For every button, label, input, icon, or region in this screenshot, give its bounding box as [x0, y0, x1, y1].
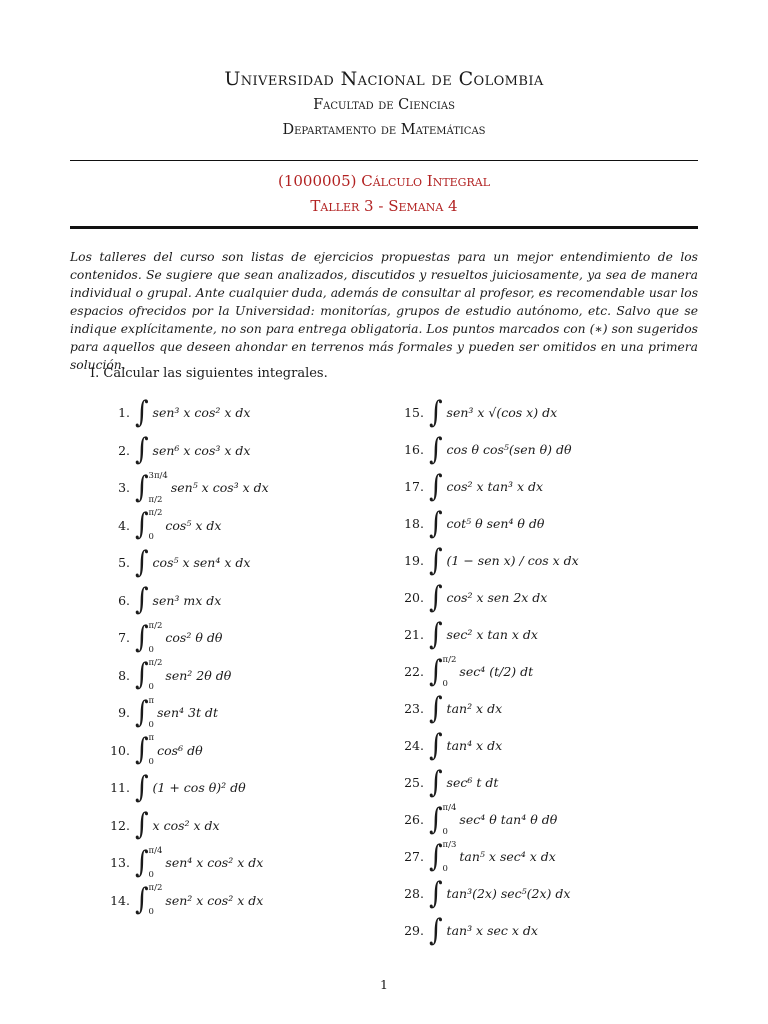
- exercise-number: 1.: [118, 405, 130, 421]
- exercise-number: 25.: [404, 775, 424, 790]
- integrand: sen⁵ x cos³ x dx: [170, 480, 269, 496]
- integrand: sen⁶ x cos³ x dx: [152, 442, 251, 458]
- university-name: Universidad Nacional de Colombia: [224, 68, 544, 90]
- integral-limits: [149, 621, 163, 655]
- integrand: sen⁴ 3t dt: [157, 705, 218, 721]
- exercise-item: [398, 468, 698, 505]
- intro-paragraph: Los talleres del curso son listas de ejercicios propuestas para un mejor entendimiento de los contenidos. Se sugiere que sean analizados, discutidos y resueltos juiciosamente, ya sea de manera individual o grupal. Ante cualquier duda, además de consultar al profesor, es recomendable usar los espacios ofrecidos por la Universidad: monitorías, grupos de estudio autónomo, etc. Salvo que se indique explícitamente, no son para entrega obligatoria. Los puntos marcados con (∗) son sugeridos para aquellos que deseen ahondar en terrenos más formales y pueden ser omitidos en una primera solución.: [70, 250, 698, 372]
- upper-limit: π/4: [148, 845, 163, 856]
- lower-limit: 0: [148, 907, 154, 918]
- exercise-number: 3.: [118, 480, 130, 496]
- integrand: sen² x cos² x dx: [165, 892, 264, 908]
- integral-sign-icon: ∫: [429, 876, 443, 911]
- integral-sign-icon: ∫: [135, 620, 149, 655]
- faculty-name: Facultad de Ciencias: [313, 97, 455, 113]
- exercise-number: 24.: [404, 738, 424, 753]
- exercise-item: [398, 912, 698, 949]
- integral-sign-icon: ∫: [429, 839, 443, 874]
- integral-sign-icon: ∫: [429, 432, 443, 467]
- exercise-item: [398, 394, 698, 431]
- integrand: (1 − sen x) / cos x dx: [446, 553, 579, 568]
- exercise-number: 18.: [404, 516, 424, 531]
- integrand: sen³ x √(cos x) dx: [446, 405, 558, 420]
- integral-sign-icon: ∫: [135, 770, 149, 805]
- exercise-number: 2.: [118, 442, 130, 458]
- exercise-number: 22.: [404, 664, 424, 679]
- lower-limit: 0: [148, 532, 154, 543]
- integrand: tan³ x sec x dx: [446, 923, 538, 938]
- integral-sign-icon: ∫: [135, 883, 149, 918]
- exercise-number: 11.: [110, 780, 130, 796]
- integral-sign-icon: ∫: [429, 395, 443, 430]
- integrand: tan⁵ x sec⁴ x dx: [459, 849, 556, 864]
- exercise-item: [398, 542, 698, 579]
- integrand: cos θ cos⁵(sen θ) dθ: [446, 442, 572, 457]
- integrand: sen³ x cos² x dx: [152, 405, 251, 421]
- integral-sign-icon: ∫: [135, 658, 149, 693]
- upper-limit: π/2: [148, 883, 163, 894]
- exercise-column-right: [398, 394, 698, 949]
- course-rule: [70, 226, 698, 229]
- exercise-item: [398, 431, 698, 468]
- exercise-number: 23.: [404, 701, 424, 716]
- section-heading: I. Calcular las siguientes integrales.: [90, 366, 328, 381]
- exercise-item: [398, 764, 698, 801]
- exercise-item: [104, 544, 394, 582]
- course-subtitle: Taller 3 - Semana 4: [310, 197, 458, 215]
- integral-sign-icon: ∫: [429, 765, 443, 800]
- exercise-item: [398, 653, 698, 690]
- exercise-item: [104, 769, 394, 807]
- exercise-number: 5.: [118, 555, 130, 571]
- integral-limits: [443, 655, 457, 689]
- exercise-item: [104, 507, 394, 545]
- integral-sign-icon: ∫: [135, 395, 149, 430]
- upper-limit: 3π/4: [148, 470, 168, 481]
- integral-sign-icon: ∫: [135, 545, 149, 580]
- exercise-number: 26.: [404, 812, 424, 827]
- exercise-item: [398, 579, 698, 616]
- integrand: sen⁴ x cos² x dx: [165, 855, 264, 871]
- lower-limit: 0: [442, 863, 448, 874]
- integrand: cos² x sen 2x dx: [446, 590, 548, 605]
- integral-sign-icon: ∫: [135, 508, 149, 543]
- upper-limit: π/2: [148, 508, 163, 519]
- integrand: tan² x dx: [446, 701, 503, 716]
- exercise-number: 20.: [404, 590, 424, 605]
- integral-sign-icon: ∫: [135, 845, 149, 880]
- upper-limit: π/2: [148, 620, 163, 631]
- exercise-item: [398, 690, 698, 727]
- integral-limits: [149, 696, 155, 730]
- exercise-number: 16.: [404, 442, 424, 457]
- integral-sign-icon: ∫: [429, 728, 443, 763]
- lower-limit: 0: [148, 682, 154, 693]
- integral-limits: [149, 471, 168, 505]
- integrand: sen³ mx dx: [152, 592, 222, 608]
- exercise-number: 19.: [404, 553, 424, 568]
- integral-sign-icon: ∫: [429, 543, 443, 578]
- exercise-number: 7.: [118, 630, 130, 646]
- integral-sign-icon: ∫: [429, 506, 443, 541]
- exercise-item: [104, 844, 394, 882]
- exercise-number: 28.: [404, 886, 424, 901]
- integral-sign-icon: ∫: [135, 470, 149, 505]
- integrand: sec⁴ θ tan⁴ θ dθ: [459, 812, 558, 827]
- exercise-number: 27.: [404, 849, 424, 864]
- integrand: cos⁵ x sen⁴ x dx: [152, 555, 251, 571]
- exercise-number: 15.: [404, 405, 424, 420]
- exercise-item: [104, 694, 394, 732]
- integral-sign-icon: ∫: [429, 617, 443, 652]
- integral-sign-icon: ∫: [135, 733, 149, 768]
- integral-sign-icon: ∫: [135, 808, 149, 843]
- exercise-number: 9.: [118, 705, 130, 721]
- integral-limits: [443, 803, 457, 837]
- exercise-item: [104, 732, 394, 770]
- department-name: Departamento de Matemáticas: [282, 122, 486, 138]
- exercise-number: 17.: [404, 479, 424, 494]
- integral-sign-icon: ∫: [429, 802, 443, 837]
- exercise-item: [104, 582, 394, 620]
- integrand: cos⁶ dθ: [157, 742, 203, 758]
- integral-sign-icon: ∫: [429, 691, 443, 726]
- upper-limit: π/4: [442, 802, 457, 813]
- lower-limit: 0: [148, 869, 154, 880]
- integrand: cos⁵ x dx: [165, 517, 222, 533]
- header-rule: [70, 160, 698, 161]
- upper-limit: π/2: [442, 654, 457, 665]
- exercise-number: 13.: [110, 855, 130, 871]
- integrand: cot⁵ θ sen⁴ θ dθ: [446, 516, 545, 531]
- integral-sign-icon: ∫: [135, 433, 149, 468]
- exercise-item: [104, 657, 394, 695]
- lower-limit: 0: [442, 678, 448, 689]
- integrand: sen² 2θ dθ: [165, 667, 232, 683]
- lower-limit: 0: [442, 826, 448, 837]
- lower-limit: 0: [148, 757, 154, 768]
- exercise-item: [398, 801, 698, 838]
- exercise-number: 4.: [118, 517, 130, 533]
- upper-limit: π: [148, 695, 155, 706]
- exercise-item: [398, 505, 698, 542]
- exercise-item: [104, 882, 394, 920]
- integrand: cos² θ dθ: [165, 630, 223, 646]
- exercise-number: 8.: [118, 667, 130, 683]
- exercise-item: [398, 875, 698, 912]
- exercise-item: [104, 469, 394, 507]
- exercise-item: [104, 619, 394, 657]
- integral-sign-icon: ∫: [135, 695, 149, 730]
- integral-sign-icon: ∫: [135, 583, 149, 618]
- integrand: (1 + cos θ)² dθ: [152, 780, 246, 796]
- integrand: cos² x tan³ x dx: [446, 479, 544, 494]
- exercise-number: 14.: [110, 892, 130, 908]
- integral-limits: [149, 658, 163, 692]
- integral-sign-icon: ∫: [429, 580, 443, 615]
- lower-limit: 0: [148, 719, 154, 730]
- integrand: x cos² x dx: [152, 817, 220, 833]
- exercise-item: [104, 394, 394, 432]
- exercise-number: 12.: [110, 817, 130, 833]
- exercise-item: [398, 616, 698, 653]
- exercise-item: [104, 807, 394, 845]
- integrand: tan³(2x) sec⁵(2x) dx: [446, 886, 571, 901]
- exercise-item: [398, 838, 698, 875]
- exercise-item: [104, 432, 394, 470]
- exercise-number: 10.: [110, 742, 130, 758]
- exercise-number: 21.: [404, 627, 424, 642]
- integral-limits: [149, 508, 163, 542]
- exercise-column-left: [104, 394, 394, 919]
- integral-limits: [149, 883, 163, 917]
- lower-limit: 0: [148, 644, 154, 655]
- integral-sign-icon: ∫: [429, 654, 443, 689]
- page-number: 1: [380, 977, 388, 992]
- exercise-number: 29.: [404, 923, 424, 938]
- upper-limit: π: [148, 733, 155, 744]
- integrand: sec² x tan x dx: [446, 627, 538, 642]
- exercise-item: [398, 727, 698, 764]
- integrand: sec⁶ t dt: [446, 775, 499, 790]
- course-title: (1000005) Cálculo Integral: [277, 172, 490, 190]
- integrand: sec⁴ (t/2) dt: [459, 664, 534, 679]
- exercise-number: 6.: [118, 592, 130, 608]
- integrand: tan⁴ x dx: [446, 738, 503, 753]
- integral-limits: [149, 846, 163, 880]
- integral-limits: [149, 733, 155, 767]
- integral-sign-icon: ∫: [429, 913, 443, 948]
- upper-limit: π/3: [442, 839, 457, 850]
- integral-limits: [443, 840, 457, 874]
- integral-sign-icon: ∫: [429, 469, 443, 504]
- lower-limit: π/2: [148, 494, 163, 505]
- upper-limit: π/2: [148, 658, 163, 669]
